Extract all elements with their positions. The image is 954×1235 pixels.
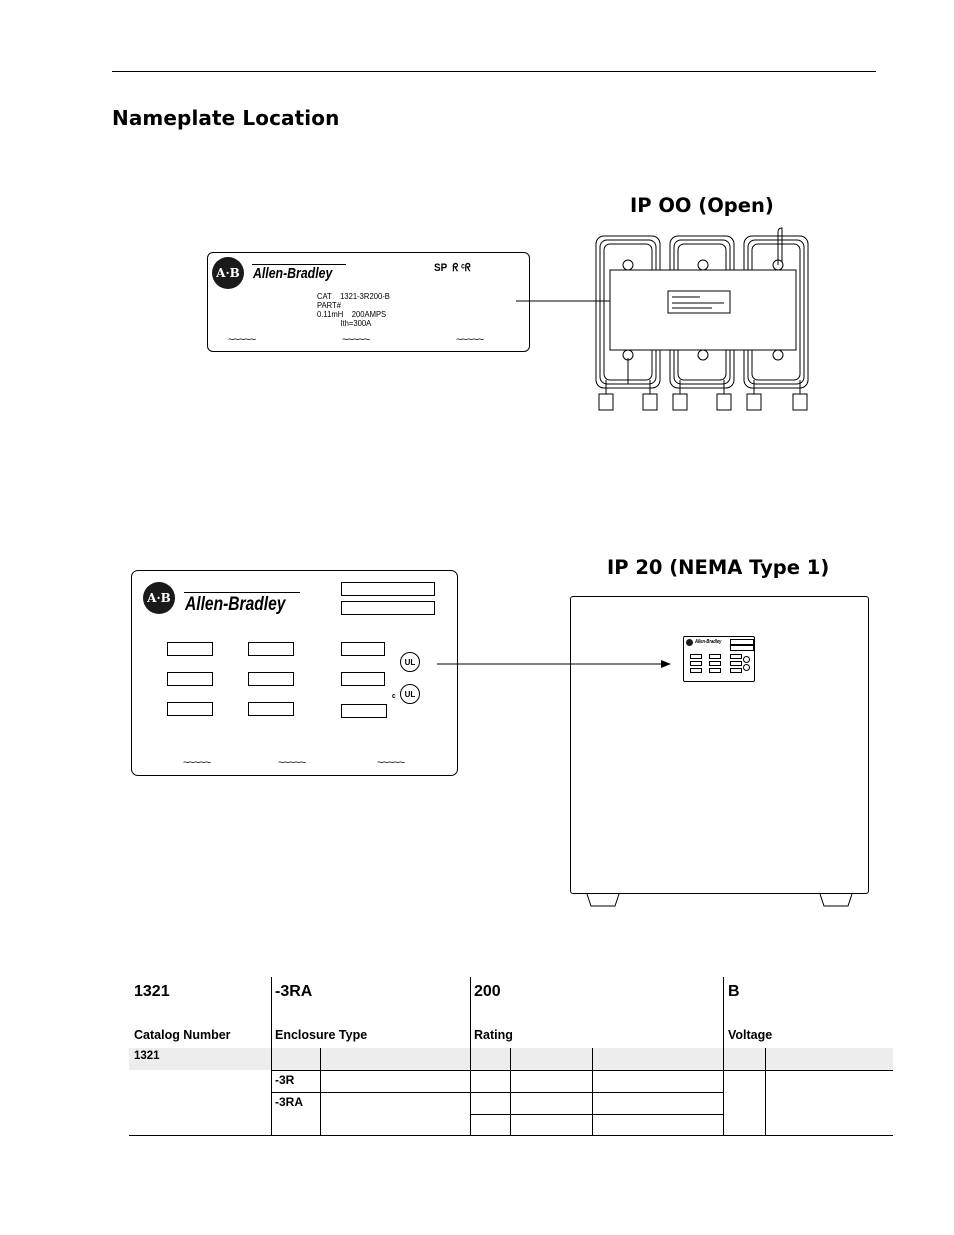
blank-field [341, 672, 385, 686]
nameplate-nema [131, 570, 458, 776]
blank-field [167, 672, 213, 686]
table-header-row [129, 1048, 893, 1070]
signature-mark: ~~~~~ [183, 757, 211, 769]
nameplate-line-1: CAT 1321-3R200-B [317, 291, 390, 301]
reactor-drawing [596, 228, 808, 410]
signature-mark: ~~~~~ [342, 334, 370, 346]
mini-brand: Allen-Bradley [695, 639, 722, 645]
blank-field [709, 654, 721, 659]
blank-field [341, 704, 387, 718]
blank-field [730, 661, 742, 666]
cert-marks: SP ᖇ ᶜᖇ [434, 262, 471, 274]
figure-title-open: IP OO (Open) [630, 194, 774, 217]
brand-name: Allen-Bradley [253, 265, 333, 282]
catalog-label: Catalog Number [134, 1028, 231, 1042]
blank-field [341, 642, 385, 656]
blank-field [248, 672, 294, 686]
enclosure-code: -3RA [275, 983, 313, 1000]
figure-title-nema: IP 20 (NEMA Type 1) [607, 556, 830, 579]
voltage-code: B [728, 983, 740, 1000]
table-divider [470, 977, 471, 1135]
brand-rule [184, 592, 300, 593]
blank-field [167, 702, 213, 716]
ab-logo-icon: A·B [212, 257, 244, 289]
catalog-code: 1321 [134, 983, 170, 1000]
table-rule [271, 1070, 893, 1071]
signature-mark: ~~~~~ [377, 757, 405, 769]
ul-listed-icon [743, 656, 750, 663]
table-bottom-rule [129, 1135, 893, 1136]
table-cell: -3RA [275, 1095, 304, 1109]
ul-listed-icon: UL [400, 652, 420, 672]
blank-field [690, 668, 702, 673]
blank-field [248, 642, 294, 656]
cul-prefix: c [392, 693, 396, 700]
blank-field [341, 601, 435, 615]
nameplate-line-3: 0.11mH 200AMPS [317, 309, 387, 319]
blank-field [730, 654, 742, 659]
nameplate-line-4: Ith=300A [317, 318, 372, 328]
signature-mark: ~~~~~ [278, 757, 306, 769]
blank-field [690, 661, 702, 666]
table-cell: 1321 [134, 1050, 160, 1062]
table-rule [470, 1114, 723, 1115]
blank-field [690, 654, 702, 659]
signature-mark: ~~~~~ [228, 334, 256, 346]
blank-field [341, 582, 435, 596]
blank-field [167, 642, 213, 656]
cul-listed-icon [743, 664, 750, 671]
mini-nameplate [683, 636, 755, 682]
cul-listed-icon: UL [400, 684, 420, 704]
voltage-label: Voltage [728, 1028, 773, 1042]
enclosure-feet [587, 894, 852, 906]
blank-field [709, 661, 721, 666]
blank-field [709, 668, 721, 673]
blank-field [730, 668, 742, 673]
table-divider [765, 1048, 766, 1135]
rating-code: 200 [474, 983, 501, 1000]
rating-label: Rating [474, 1028, 513, 1042]
table-rule [271, 1092, 723, 1093]
nameplate-line-2: PART# [317, 300, 341, 310]
signature-mark: ~~~~~ [456, 334, 484, 346]
table-cell: -3R [275, 1073, 295, 1087]
table-divider [271, 977, 272, 1135]
blank-field [730, 645, 754, 651]
enclosure-label: Enclosure Type [275, 1028, 368, 1042]
blank-field [248, 702, 294, 716]
ab-logo-icon [686, 639, 693, 646]
table-divider [723, 977, 724, 1135]
brand-name: Allen-Bradley [185, 594, 286, 615]
ab-logo-icon: A·B [143, 582, 175, 614]
section-title: Nameplate Location [112, 106, 340, 130]
